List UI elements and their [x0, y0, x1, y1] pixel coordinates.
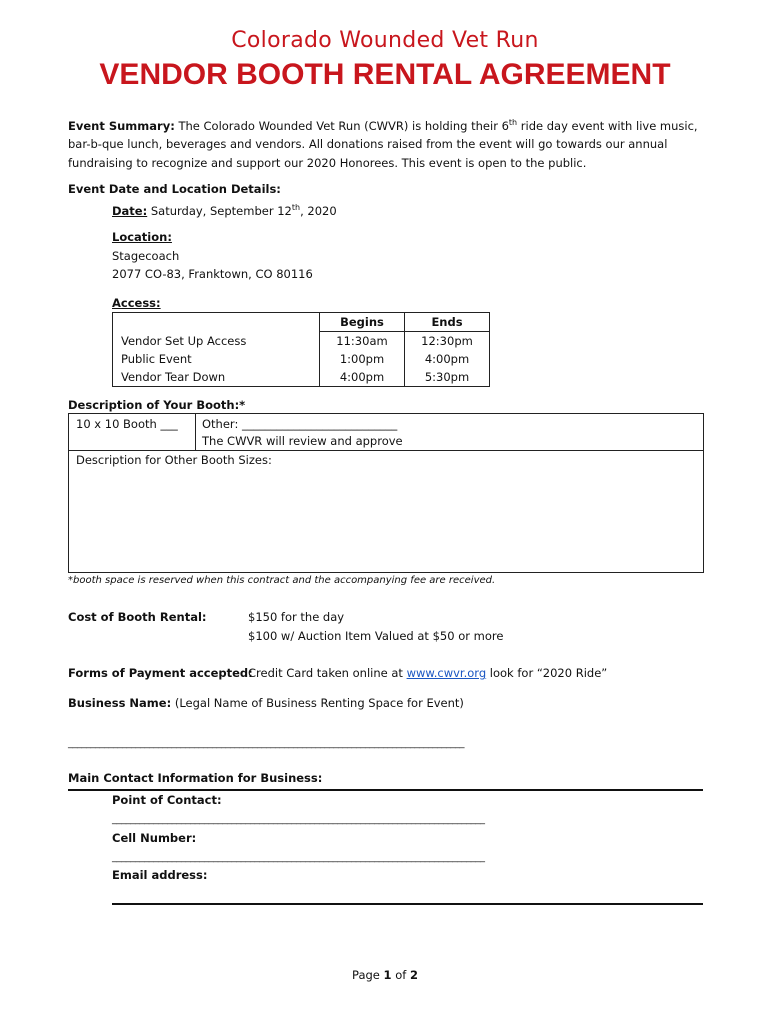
event-summary-text-1: The Colorado Wounded Vet Run (CWVR) is holding their 6 — [178, 118, 509, 133]
cost-line-1: $150 for the day — [248, 610, 345, 624]
event-details-heading: Event Date and Location Details: — [68, 182, 281, 196]
booth-option-other-note: The CWVR will review and approve — [202, 434, 403, 448]
access-row-0-label: Vendor Set Up Access — [121, 333, 247, 348]
date-text-1: Saturday, September 12 — [147, 203, 292, 218]
access-ends-col — [405, 332, 490, 387]
cwvr-website-link[interactable]: www.cwvr.org — [406, 666, 487, 680]
access-header-blank — [113, 313, 320, 332]
cell-number-field[interactable]: _________________________________________________________________________________ — [112, 852, 485, 863]
payment-text-before: Credit Card taken online at — [248, 666, 407, 680]
access-begins-col — [320, 332, 405, 387]
cost-line-2: $100 w/ Auction Item Valued at $50 or more — [248, 629, 504, 643]
booth-option-other[interactable]: Other: ___________________________ — [202, 417, 398, 431]
access-header-begins: Begins — [320, 313, 405, 332]
other-booth-sizes-field[interactable] — [70, 470, 702, 570]
main-contact-heading: Main Contact Information for Business: — [68, 771, 323, 785]
page-prefix: Page — [352, 968, 384, 982]
access-row-label — [113, 332, 320, 387]
access-label: Access: — [112, 296, 161, 310]
payment-text-after: look for “2020 Ride” — [486, 666, 608, 680]
date-text-2: , 2020 — [300, 203, 337, 218]
point-of-contact-field[interactable]: _________________________________________________________________________________ — [112, 814, 485, 825]
location-address: 2077 CO-83, Franktown, CO 80116 — [112, 267, 313, 281]
date-sup: th — [291, 203, 301, 212]
page-number — [0, 966, 770, 985]
email-address-label: Email address: — [112, 868, 208, 882]
event-date — [112, 199, 337, 220]
payment-label: Forms of Payment accepted: — [68, 666, 253, 680]
document-title: VENDOR BOOTH RENTAL AGREEMENT — [99, 58, 671, 91]
cost-label: Cost of Booth Rental: — [68, 610, 207, 624]
booth-option-10x10[interactable]: 10 x 10 Booth ___ — [76, 417, 178, 431]
access-row-0-begins: 11:30am — [336, 334, 388, 348]
email-address-field[interactable] — [112, 903, 703, 905]
event-summary — [68, 114, 704, 173]
point-of-contact-label: Point of Contact: — [112, 793, 222, 807]
business-name-label: Business Name: — [68, 696, 172, 710]
event-summary-label: Event Summary: — [68, 118, 175, 133]
page-current: 1 — [383, 968, 392, 982]
business-name-heading — [68, 694, 464, 713]
other-booth-sizes-label: Description for Other Booth Sizes: — [76, 453, 272, 467]
payment-text — [248, 664, 607, 683]
access-row-1-ends: 4:00pm — [424, 352, 470, 366]
location-name: Stagecoach — [112, 249, 180, 263]
business-name-hint: (Legal Name of Business Renting Space for Event) — [171, 696, 464, 710]
access-row-1-begins: 1:00pm — [339, 352, 385, 366]
booth-options-divider — [195, 414, 196, 450]
table-row — [113, 332, 490, 387]
booth-description-label: Description of Your Booth:* — [68, 398, 246, 412]
access-header-ends: Ends — [405, 313, 490, 332]
access-row-2-ends: 5:30pm — [424, 370, 470, 384]
access-row-1-label: Public Event — [121, 351, 192, 366]
event-summary-text-2: ride day event with live music, bar-b-que lunch, beverages and vendors. All donations raised from the event will go towards our annual fundraising to recognize and support our 2020 Honorees. This event is open to the public. — [68, 118, 698, 171]
location-label: Location: — [112, 230, 172, 244]
event-title: Colorado Wounded Vet Run — [231, 28, 539, 53]
cell-number-label: Cell Number: — [112, 831, 197, 845]
access-row-2-begins: 4:00pm — [339, 370, 385, 384]
access-table-header — [113, 313, 490, 332]
page-of: of — [391, 968, 410, 982]
page-total: 2 — [409, 968, 418, 982]
access-row-2-label: Vendor Tear Down — [121, 369, 226, 384]
access-table — [112, 312, 490, 387]
date-label: Date: — [112, 203, 148, 218]
booth-options-row — [69, 414, 703, 451]
booth-footnote: *booth space is reserved when this contract and the accompanying fee are received. — [68, 575, 496, 586]
access-row-0-ends: 12:30pm — [421, 334, 473, 348]
event-summary-sup: th — [508, 118, 518, 127]
booth-description-box — [68, 413, 704, 573]
business-name-field[interactable]: ________________________________________________________________________________________ — [68, 738, 464, 749]
